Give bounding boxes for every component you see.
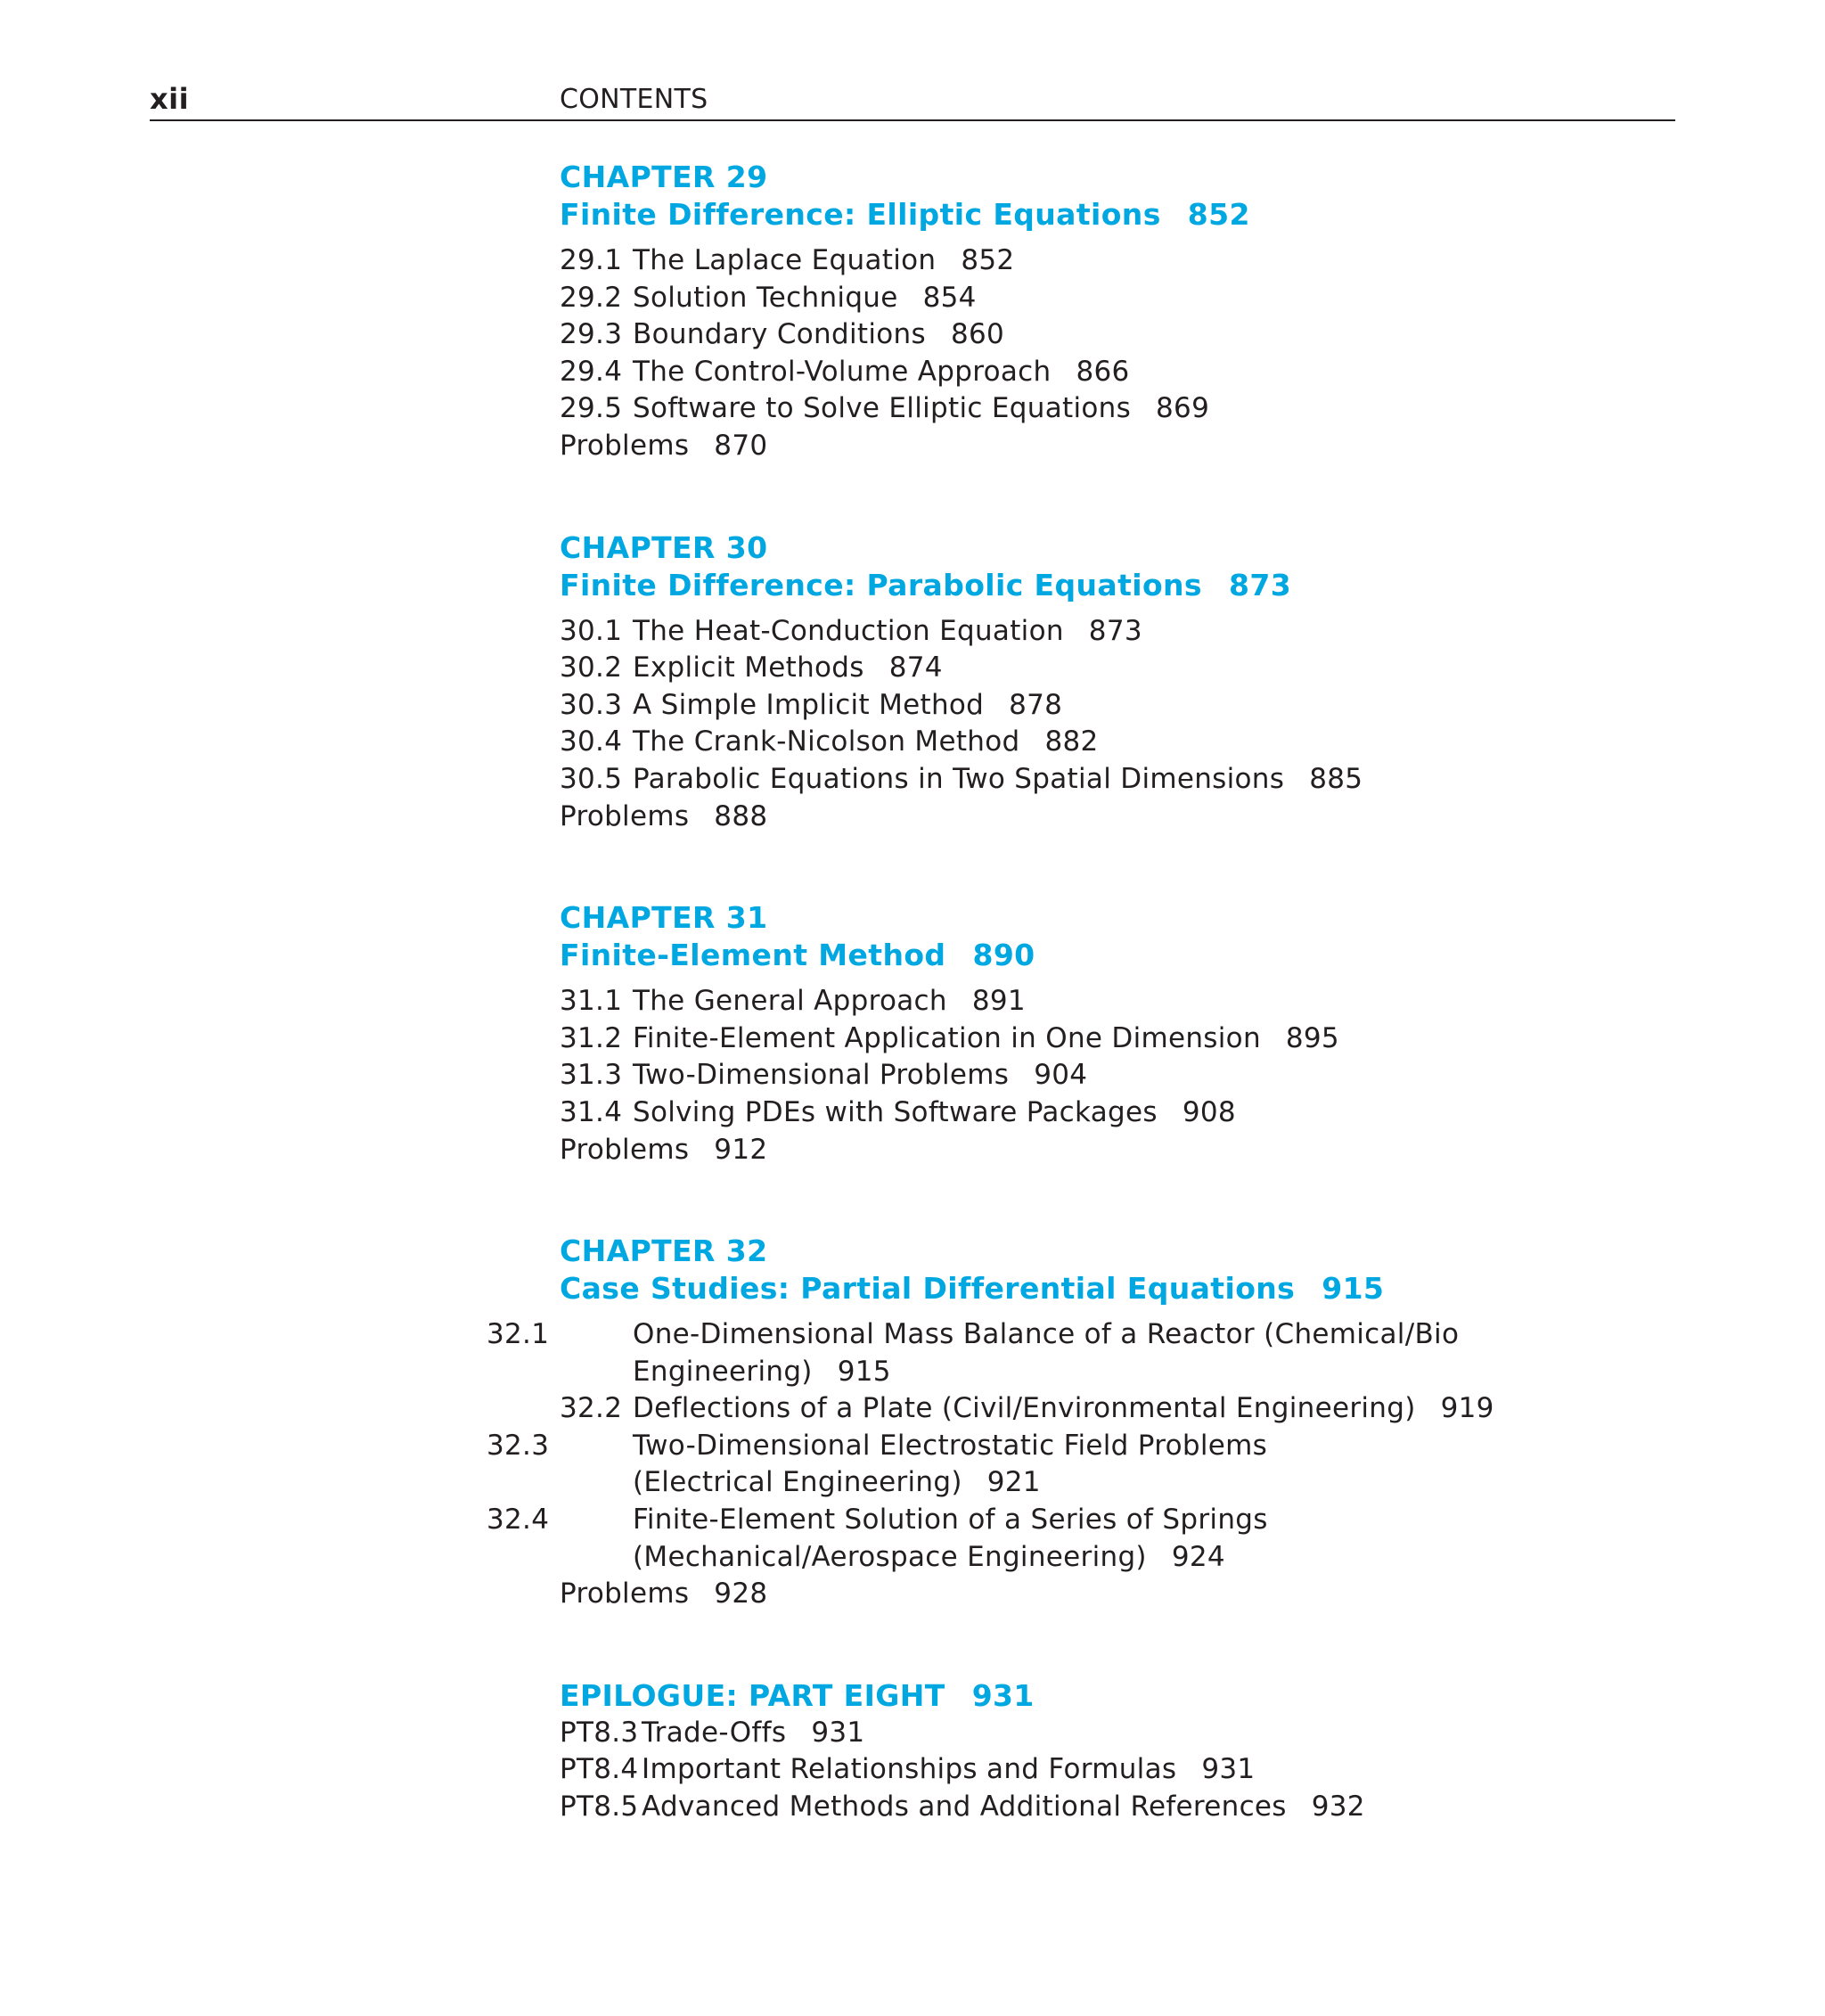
- problems-title: Problems: [560, 799, 690, 832]
- page-number: xii: [150, 82, 190, 116]
- section-title: Trade-Offs: [642, 1716, 787, 1749]
- section-page-number: 904: [1034, 1059, 1088, 1092]
- section-number: 31.2: [560, 1021, 623, 1054]
- chapter-29: [560, 159, 1674, 465]
- epilogue-title-text: EPILOGUE: PART EIGHT: [560, 1677, 945, 1713]
- section-page-number: 915: [837, 1355, 891, 1388]
- section-title: The Control-Volume Approach: [633, 355, 1052, 388]
- section-title: Solving PDEs with Software Packages: [633, 1095, 1158, 1128]
- problems-page-number: 928: [714, 1578, 768, 1610]
- chapter-label: CHAPTER 29: [560, 160, 768, 194]
- chapter-31: [560, 899, 1674, 1168]
- section-number: 32.4: [487, 1504, 550, 1537]
- section-page-number: 882: [1044, 725, 1099, 758]
- section-number: 30.1: [560, 614, 623, 647]
- section-page-number: 852: [961, 244, 1015, 276]
- section-page-number: 869: [1156, 392, 1210, 425]
- section-title: Parabolic Equations in Two Spatial Dimensions: [633, 762, 1285, 795]
- section-title: The Laplace Equation: [633, 244, 937, 276]
- section-number: 32.1: [487, 1318, 550, 1351]
- toc-entry-problems[interactable]: [560, 428, 1674, 465]
- section-number: 31.1: [560, 985, 623, 1018]
- section-page-number: 873: [1088, 614, 1142, 647]
- problems-title: Problems: [560, 429, 690, 462]
- section-title: Deflections of a Plate (Civil/Environmental Engineering): [633, 1392, 1416, 1425]
- section-title: The General Approach: [633, 985, 947, 1018]
- chapter-title[interactable]: [560, 937, 1674, 974]
- toc-entry-problems[interactable]: [560, 799, 1674, 836]
- section-page-number: 931: [811, 1716, 865, 1749]
- toc-entry[interactable]: [560, 242, 1674, 280]
- section-page-number: 921: [986, 1466, 1041, 1499]
- toc-entry[interactable]: [560, 1094, 1674, 1132]
- epilogue-part-eight: [560, 1677, 1674, 1826]
- chapter-title-text: Finite Difference: Elliptic Equations: [560, 197, 1161, 232]
- section-number: 29.4: [560, 355, 623, 388]
- toc-entry-problems[interactable]: [560, 1576, 1674, 1613]
- chapter-title[interactable]: [560, 196, 1674, 234]
- section-number: 30.4: [560, 725, 623, 758]
- section-number: 30.5: [560, 762, 623, 795]
- chapter-page-number: 873: [1228, 567, 1292, 602]
- section-number: 31.3: [560, 1059, 623, 1092]
- section-page-number: 860: [950, 318, 1005, 351]
- chapter-title-text: Case Studies: Partial Differential Equations: [560, 1271, 1296, 1307]
- toc-entry[interactable]: [560, 316, 1674, 354]
- section-page-number: 874: [888, 652, 943, 684]
- section-number: 31.4: [560, 1095, 623, 1128]
- epilogue-page-number: 931: [971, 1677, 1035, 1713]
- chapter-title-text: Finite-Element Method: [560, 938, 946, 973]
- toc-entry[interactable]: [560, 354, 1674, 391]
- toc-entry[interactable]: [487, 1428, 1399, 1502]
- section-title: Solution Technique: [633, 281, 898, 314]
- problems-title: Problems: [560, 1578, 690, 1610]
- toc-entry[interactable]: [560, 1057, 1674, 1094]
- section-number: 32.2: [560, 1392, 623, 1425]
- section-title: A Simple Implicit Method: [633, 688, 985, 721]
- problems-page-number: 888: [714, 799, 768, 832]
- section-number: 29.5: [560, 392, 623, 425]
- section-number: 32.3: [487, 1429, 550, 1462]
- section-title: Two-Dimensional Electrostatic Field Problems (Electrical Engineering): [633, 1429, 1268, 1499]
- toc-entry[interactable]: [487, 1502, 1310, 1576]
- running-head: [150, 78, 1675, 121]
- section-page-number: 878: [1009, 688, 1063, 721]
- section-number: 29.3: [560, 318, 623, 351]
- section-number: PT8.3: [560, 1716, 639, 1749]
- section-title: Boundary Conditions: [633, 318, 926, 351]
- section-title: Finite-Element Solution of a Series of Springs (Mechanical/Aerospace Engineering): [633, 1504, 1268, 1573]
- section-number: PT8.5: [560, 1791, 639, 1823]
- toc-entry[interactable]: [560, 1715, 1674, 1752]
- section-title: One-Dimensional Mass Balance of a Reactor (Chemical/Bio Engineering): [633, 1318, 1460, 1388]
- chapter-page-number: 915: [1322, 1271, 1385, 1307]
- section-title: Software to Solve Elliptic Equations: [633, 392, 1132, 425]
- toc-entry[interactable]: [560, 687, 1674, 725]
- toc-entry[interactable]: [560, 761, 1674, 799]
- section-page-number: 895: [1285, 1021, 1339, 1054]
- section-page-number: 924: [1171, 1540, 1225, 1573]
- table-of-contents: [487, 159, 1674, 1826]
- section-title: The Heat-Conduction Equation: [633, 614, 1064, 647]
- section-title: Finite-Element Application in One Dimension: [633, 1021, 1261, 1054]
- section-page-number: 854: [922, 281, 977, 314]
- toc-entry[interactable]: [560, 390, 1674, 428]
- toc-entry[interactable]: [560, 1789, 1674, 1826]
- toc-entry[interactable]: [560, 724, 1674, 761]
- section-number: 30.3: [560, 688, 623, 721]
- chapter-title-text: Finite Difference: Parabolic Equations: [560, 567, 1202, 602]
- section-page-number: 885: [1309, 762, 1363, 795]
- section-title: Two-Dimensional Problems: [633, 1059, 1010, 1092]
- toc-entry[interactable]: [560, 650, 1674, 687]
- section-number: 30.2: [560, 652, 623, 684]
- chapter-title[interactable]: [560, 1270, 1674, 1307]
- section-number: 29.2: [560, 281, 623, 314]
- section-number: 29.1: [560, 244, 623, 276]
- section-title: Advanced Methods and Additional References: [642, 1791, 1287, 1823]
- section-title: The Crank-Nicolson Method: [633, 725, 1020, 758]
- problems-page-number: 870: [714, 429, 768, 462]
- running-title: CONTENTS: [560, 84, 708, 115]
- section-title: Important Relationships and Formulas: [642, 1753, 1177, 1786]
- toc-entry[interactable]: [487, 1316, 1461, 1390]
- toc-entry-problems[interactable]: [560, 1132, 1674, 1169]
- section-number: PT8.4: [560, 1753, 639, 1786]
- toc-entry[interactable]: [560, 280, 1674, 317]
- problems-page-number: 912: [714, 1133, 768, 1166]
- toc-entry[interactable]: [560, 983, 1674, 1020]
- section-page-number: 908: [1182, 1095, 1236, 1128]
- chapter-30: [560, 529, 1674, 836]
- toc-entry[interactable]: [560, 1390, 1674, 1428]
- epilogue-title[interactable]: [560, 1677, 1674, 1715]
- problems-title: Problems: [560, 1133, 690, 1166]
- toc-entry[interactable]: [560, 1020, 1674, 1058]
- chapter-page-number: 890: [972, 938, 1035, 973]
- section-page-number: 932: [1311, 1791, 1365, 1823]
- chapter-page-number: 852: [1187, 197, 1250, 232]
- chapter-label: CHAPTER 31: [560, 900, 768, 936]
- toc-entry[interactable]: [560, 613, 1674, 651]
- chapter-32: [487, 1233, 1674, 1613]
- chapter-title[interactable]: [560, 567, 1674, 604]
- toc-entry[interactable]: [560, 1751, 1674, 1789]
- section-page-number: 931: [1201, 1753, 1256, 1786]
- section-page-number: 866: [1076, 355, 1130, 388]
- chapter-label: CHAPTER 32: [560, 1233, 768, 1269]
- section-page-number: 919: [1440, 1392, 1494, 1425]
- section-page-number: 891: [971, 985, 1026, 1018]
- section-title: Explicit Methods: [633, 652, 864, 684]
- chapter-label: CHAPTER 30: [560, 529, 768, 565]
